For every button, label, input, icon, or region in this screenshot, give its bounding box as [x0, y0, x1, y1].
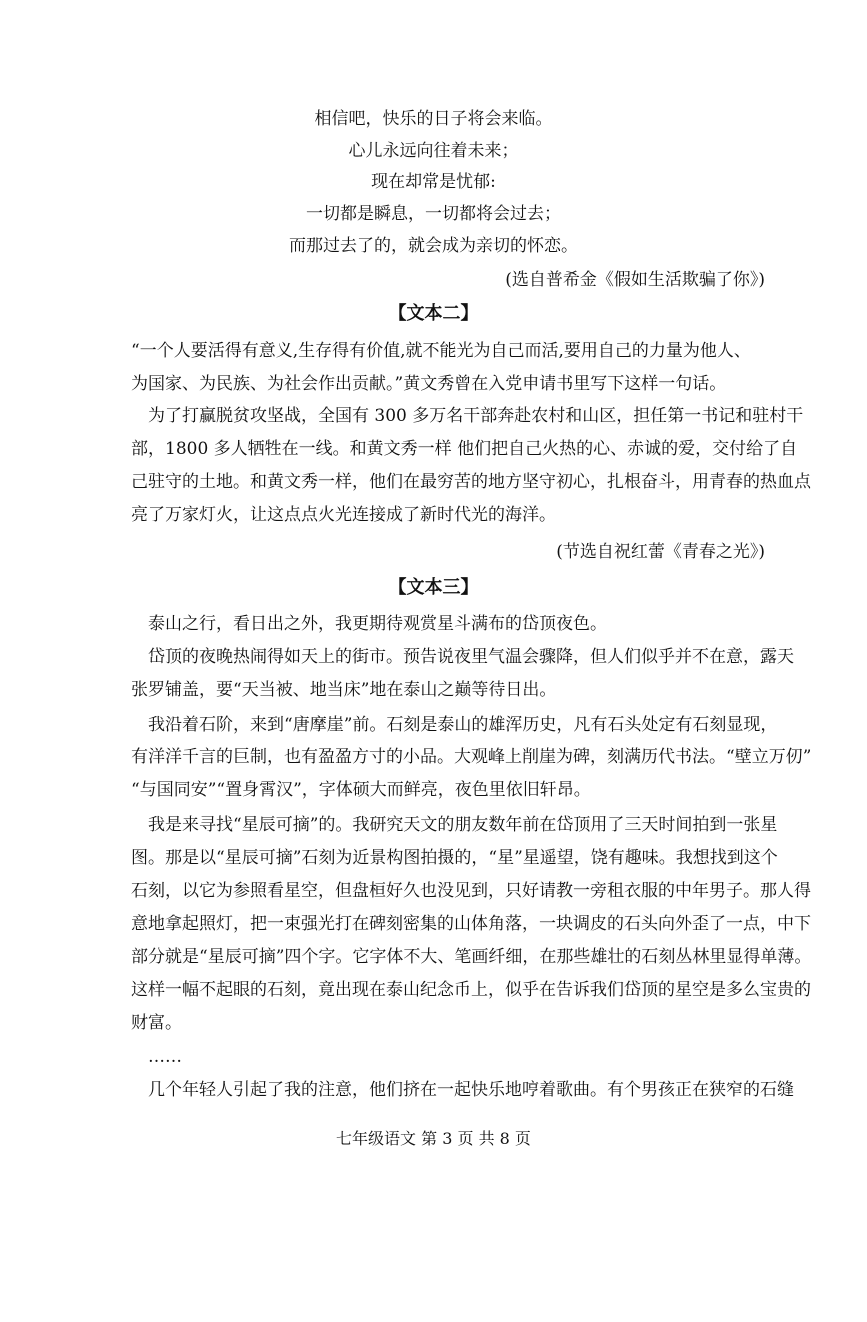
text3-line: 我沿着石阶，来到“唐摩崖”前。石刻是泰山的雄浑历史，凡有石头处定有石刻显现，: [148, 715, 778, 735]
text3-line: 我是来寻找“星辰可摘”的。我研究天文的朋友数年前在岱顶用了三天时间拍到一张星: [148, 815, 778, 835]
text3-line: 泰山之行，看日出之外，我更期待观赏星斗满布的岱顶夜色。: [148, 614, 607, 634]
text3-line: 几个年轻人引起了我的注意，他们挤在一起快乐地哼着歌曲。有个男孩正在狭窄的石缝: [148, 1080, 794, 1100]
text3-line: 部分就是“星辰可摘”四个字。它字体不大、笔画纤细，在那些雄壮的石刻丛林里显得单薄。: [131, 947, 812, 967]
poem-line: 心儿永远向往着未来；: [348, 141, 519, 161]
text2-line: 为国家、为民族、为社会作出贡献。”黄文秀曾在入党申请书里写下这样一句话。: [131, 374, 727, 394]
text2-line: 亮了万家灯火，让这点点火光连接成了新时代光的海洋。: [131, 505, 556, 525]
text3-heading: 【文本三】: [388, 577, 479, 598]
text3-line: 有洋洋千言的巨制，也有盈盈方寸的小品。大观峰上削崖为碑，刻满历代书法。“壁立万仞”: [131, 747, 812, 767]
poem-line: 一切都是瞬息，一切都将会过去；: [306, 204, 561, 224]
text3-line: 张罗铺盖，要“天当被、地当床”地在泰山之巅等待日出。: [131, 680, 557, 700]
text3-line: 岱顶的夜晚热闹得如天上的街市。预告说夜里气温会骤降，但人们似乎并不在意，露天: [148, 647, 794, 667]
text2-line: 部，1800 多人牺牲在一线。和黄文秀一样 他们把自己火热的心、赤诚的爱，交付给了自: [131, 439, 798, 459]
text3-line: 意地拿起照灯，把一束强光打在碑刻密集的山体角落，一块调皮的石头向外歪了一点，中下: [131, 914, 811, 934]
page-footer: 七年级语文 第 3 页 共 8 页: [336, 1129, 531, 1148]
poem-line: 而那过去了的，就会成为亲切的怀恋。: [289, 236, 578, 256]
poem-line: 现在却常是忧郁:: [371, 172, 496, 192]
text3-line: “与国同安”“置身霄汉”，字体硕大而鲜亮，夜色里依旧轩昂。: [131, 780, 591, 800]
text2-line: 己驻守的土地。和黄文秀一样，他们在最穷苦的地方坚守初心，扎根奋斗，用青春的热血点: [131, 472, 811, 492]
text2-source: (节选自祝红蕾《青春之光》): [556, 542, 765, 562]
text3-line: 图。那是以“星辰可摘”石刻为近景构图拍摄的，“星”星遥望，饶有趣味。我想找到这个: [131, 848, 778, 868]
text3-line: 石刻，以它为参照看星空，但盘桓好久也没见到，只好请教一旁租衣服的中年男子。那人得: [131, 881, 811, 901]
text2-line: “一个人要活得有意义,生存得有价值,就不能光为自己而活,要用自己的力量为他人、: [131, 341, 751, 361]
text2-line: 为了打赢脱贫攻坚战，全国有 300 多万名干部奔赴农村和山区，担任第一书记和驻村干: [148, 406, 804, 426]
text2-heading: 【文本二】: [388, 303, 479, 324]
poem-line: 相信吧，快乐的日子将会来临。: [314, 109, 553, 129]
text3-line: 这样一幅不起眼的石刻，竟出现在泰山纪念币上，似乎在告诉我们岱顶的星空是多么宝贵的: [131, 980, 811, 1000]
poem-source: (选自普希金《假如生活欺骗了你》): [505, 270, 765, 290]
text3-line: 财富。: [131, 1013, 182, 1033]
text3-ellipsis: ……: [148, 1047, 182, 1067]
